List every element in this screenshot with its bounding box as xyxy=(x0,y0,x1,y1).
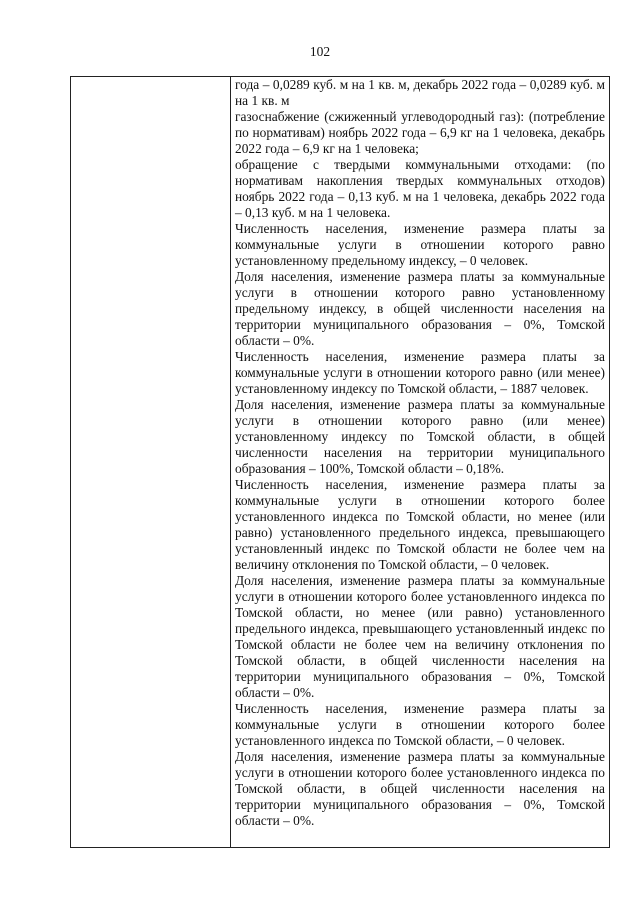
paragraph-population-regional-index: Численность населения, изменение размера платы за коммунальные услуги в отношении которого равно (или менее) установленному индексу по Томской области, – 1887 человек. xyxy=(235,349,605,396)
paragraph-share-limit-index: Доля населения, изменение размера платы за коммунальные услуги в отношении которого равно установленному предельному индексу, в общей численности населения на территории муниципального образования – 0%, Томской области – 0%. xyxy=(235,269,605,348)
paragraph-water-norms-continued: года – 0,0289 куб. м на 1 кв. м, декабрь 2022 года – 0,0289 куб. м на 1 кв. м xyxy=(235,77,605,108)
paragraph-share-above-index: Доля населения, изменение размера платы за коммунальные услуги в отношении которого более установленного индекса по Томской области, в общей численности населения на территории муниципального образования – 0%, Томской области – 0%. xyxy=(235,749,605,828)
paragraph-share-within-deviation: Доля населения, изменение размера платы за коммунальные услуги в отношении которого более установленного индекса по Томской области, но менее (или равно) установленного предельного индекса, превышающего установленный индекс по Томской области не более чем на величину отклонения по Томской области, в общей численности населения на территории муниципального образования – 0%, Томской области – 0%. xyxy=(235,573,605,700)
page-number: 102 xyxy=(309,44,331,59)
paragraph-population-above-index: Численность населения, изменение размера платы за коммунальные услуги в отношении которого более установленного индекса по Томской области, – 0 человек. xyxy=(235,701,605,748)
table-right-cell xyxy=(231,77,609,847)
paragraph-share-regional-index: Доля населения, изменение размера платы за коммунальные услуги в отношении которого равно (или менее) установленному индексу по Томской области, в общей численности населения на территории муниципального образования – 100%, Томской области – 0,18%. xyxy=(235,397,605,476)
paragraph-gas-supply: газоснабжение (сжиженный углеводородный газ): (потребление по нормативам) ноябрь 2022 года – 6,9 кг на 1 человека, декабрь 2022 года – 6,9 кг на 1 человека; xyxy=(235,109,605,156)
paragraph-population-within-deviation: Численность населения, изменение размера платы за коммунальные услуги в отношении которого более установленного индекса по Томской области, но менее (или равно) установленного предельного индекса, превышающего установленный индекс по Томской области не более чем на величину отклонения по Томской области, – 0 человек. xyxy=(235,477,605,572)
document-table xyxy=(70,76,610,848)
paragraph-population-limit-index: Численность населения, изменение размера платы за коммунальные услуги в отношении которого равно установленному предельному индексу, – 0 человек. xyxy=(235,221,605,268)
table-left-cell xyxy=(71,77,231,847)
paragraph-solid-waste: обращение с твердыми коммунальными отходами: (по нормативам накопления твердых коммунальных отходов) ноябрь 2022 года – 0,13 куб. м на 1 человека, декабрь 2022 года – 0,13 куб. м на 1 человека. xyxy=(235,157,605,220)
